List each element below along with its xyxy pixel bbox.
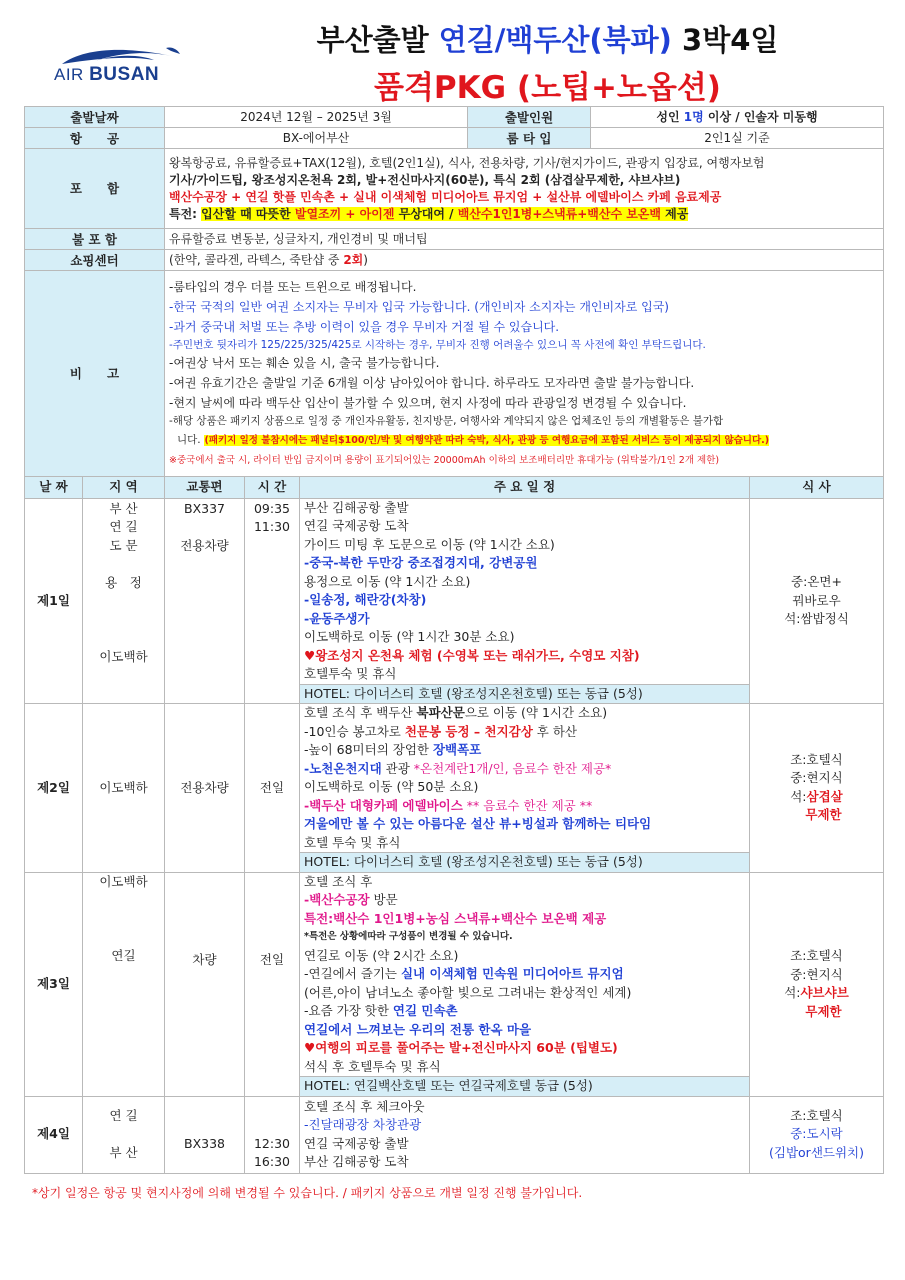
day2-region: 이도백하 (83, 704, 165, 873)
day1-label: 제1일 (25, 498, 83, 704)
airline-label: 항 공 (25, 128, 165, 149)
notes-value: -룸타입의 경우 더블 또는 트윈으로 배정됩니다. -한국 국적의 일반 여권 소지자는 무비자 입국 가능합니다. (개인비자 소지자는 개인비자로 입국) -과거 중국내 처벌 또는 추방 이력이 있을 경우 무비자 거절 될 수 있습니다. -주민번호 뒷자리가 125/225/325/425로 시작하는 경우, 무비자 진행 어려울수 있으니 꼭 사전에 확인 부탁드립니다. -여권상 낙서 또는 훼손 있을 시, 출국 불가능합니다. -여권 유효기간은 출발일 기준 6개월 이상 남아있어야 합니다. 하루라도 모자라면 출발 불가능합니다. -현지 날씨에 따라 백두산 입산이 불가할 수 있으며, 현지 사정에 따라 관광일정 변경될 수 있습니다. -해당 상품은 패키지 상품으로 일정 중 개인자유활동, 친지방문, 여행사와 계약되지 않은 업체조인 등의 개별활동은 불가합 니다. (패키지 일정 불참시에는 패널티$100/인/박 및 여행약관 따라 숙박, 식사, 관광 등 여행요금에 포함된 서비스 등이 제공되지 않습니다.) ※중국에서 출국 시, 라이터 반입 금지이며 용량이 표기되어있는 20000mAh 이하의 보조배터리만 휴대가능 (위탁불가/1인 2개 제한) (165, 271, 884, 477)
day4-time: 12:30 16:30 (245, 1096, 300, 1173)
day4-transport: BX338 (165, 1096, 245, 1173)
day1-itinerary: 부산 김해공항 출발 연길 국제공항 도착 가이드 미팅 후 도문으로 이동 (약 1시간 소요) -중국-북한 두만강 중조접경지대, 강변공원 용정으로 이동 (약 1시간 소요) -일송정, 해란강(차창) -윤동주생가 이도백하로 이동 (약 1시간 30분 소요) ♥왕조성지 온천욕 체험 (수영복 또는 래쉬가드, 수영모 지참) 호텔투숙 및 휴식 HOTEL: 다이너스티 호텔 (왕조성지온천호텔) 또는 동급 (5성) (300, 498, 750, 704)
day3-hotel: HOTEL: 연길백산호텔 또는 연길국제호텔 동급 (5성) (300, 1076, 749, 1096)
day3-label: 제3일 (25, 872, 83, 1096)
note-item: -해당 상품은 패키지 상품으로 일정 중 개인자유활동, 친지방문, 여행사와 계약되지 않은 업체조인 등의 개별활동은 불가합 (169, 414, 724, 427)
include-label: 포 함 (25, 149, 165, 229)
day1-meal: 중:온면+ 꿔바로우 석:쌈밥정식 (750, 498, 884, 704)
day3-row (25, 872, 884, 1096)
pax-label: 출발인원 (468, 107, 591, 128)
note-item: -한국 국적의 일반 여권 소지자는 무비자 입국 가능합니다. (개인비자 소지자는 개인비자로 입국) (169, 299, 669, 314)
note-item: -여권상 낙서 또는 훼손 있을 시, 출국 불가능합니다. (169, 355, 440, 370)
col-itinerary: 주 요 일 정 (300, 477, 750, 499)
day1-region: 부 산 연 길 도 문 용 정 이도백하 (83, 498, 165, 704)
day1-time: 09:35 11:30 (245, 498, 300, 704)
day4-row (25, 1096, 884, 1173)
note-item: ※중국에서 출국 시, 라이터 반입 금지이며 용량이 표기되어있는 20000mAh 이하의 보조배터리만 휴대가능 (위탁불가/1인 2개 제한) (169, 454, 720, 466)
airline-value: BX-에어부산 (165, 128, 468, 149)
col-region: 지 역 (83, 477, 165, 499)
room-type-label: 룸 타 입 (468, 128, 591, 149)
day4-label: 제4일 (25, 1096, 83, 1173)
day4-meal: 조:호텔식 중:도시락 (김밥or샌드위치) (750, 1096, 884, 1173)
info-table (24, 106, 884, 477)
shopping-value: (한약, 콜라겐, 라텍스, 죽탄샵 중 2회) (165, 250, 884, 271)
day2-time: 전일 (245, 704, 300, 873)
day2-label: 제2일 (25, 704, 83, 873)
day3-meal: 조:호텔식 중:현지식 석:샤브샤브 무제한 (750, 872, 884, 1096)
logo-text: AIR BUSAN (54, 64, 160, 85)
exclude-value: 유류할증료 변동분, 싱글차지, 개인경비 및 매너팁 (165, 229, 884, 250)
schedule-table (24, 476, 884, 1174)
day3-itinerary: 호텔 조식 후 -백산수공장 방문 특전:백산수 1인1병+농심 스낵류+백산수 보온백 제공 *특전은 상황에따라 구성품이 변경될 수 있습니다. 연길로 이동 (약 2시간 소요) -연길에서 즐기는 실내 이색체험 민속원 미디어아트 뮤지엄 (어른,아이 남녀노소 좋아할 빛으로 그려내는 환상적인 세계) -요즘 가장 핫한 연길 민속촌 연길에서 느껴보는 우리의 전통 한옥 마을 ♥여행의 피로를 풀어주는 발+전신마사지 60분 (팁별도) 석식 후 호텔투숙 및 휴식 HOTEL: 연길백산호텔 또는 연길국제호텔 동급 (5성) (300, 872, 750, 1096)
notes-label: 비 고 (25, 271, 165, 477)
day1-transport: BX337 전용차량 (165, 498, 245, 704)
note-item: -룸타입의 경우 더블 또는 트윈으로 배정됩니다. (169, 279, 417, 294)
note-item: -과거 중국내 처벌 또는 추방 이력이 있을 경우 무비자 거절 될 수 있습니다. (169, 319, 560, 334)
page-title: 부산출발 연길/백두산(북파) 3박4일 (316, 23, 779, 57)
day2-meal: 조:호텔식 중:현지식 석:삼겹살 무제한 (750, 704, 884, 873)
exclude-label: 불 포 함 (25, 229, 165, 250)
day3-transport: 차량 (165, 872, 245, 1096)
day1-hotel: HOTEL: 다이너스티 호텔 (왕조성지온천호텔) 또는 동급 (5성) (300, 684, 749, 704)
depart-date-value: 2024년 12월 – 2025년 3월 (165, 107, 468, 128)
room-type-value: 2인1실 기준 (591, 128, 884, 149)
day2-itinerary: 호텔 조식 후 백두산 북파산문으로 이동 (약 1시간 소요) -10인승 봉고차로 천문봉 등정 – 천지감상 후 하산 -높이 68미터의 장엄한 장백폭포 -노천온천지대 관광 *온천계란1개/인, 음료수 한잔 제공* 이도백하로 이동 (약 50분 소요) -백두산 대형카페 에델바이스 ** 음료수 한잔 제공 ** 겨울에만 볼 수 있는 아름다운 설산 뷰+빙설과 함께하는 티타임 호텔 투숙 및 휴식 HOTEL: 다이너스티 호텔 (왕조성지온천호텔) 또는 동급 (5성) (300, 704, 750, 873)
day3-time: 전일 (245, 872, 300, 1096)
page-subtitle: 품격PKG (노팁+노옵션) (374, 70, 721, 106)
col-time: 시 간 (245, 477, 300, 499)
page-header (0, 0, 905, 108)
day1-row (25, 498, 884, 704)
day2-transport: 전용차량 (165, 704, 245, 873)
footer-note: *상기 일정은 항공 및 현지사정에 의해 변경될 수 있습니다. / 패키지 상품으로 개별 일정 진행 불가입니다. (32, 1186, 583, 1200)
col-meal: 식 사 (750, 477, 884, 499)
include-value: 왕복항공료, 유류할증료+TAX(12월), 호텔(2인1실), 식사, 전용차량, 기사/현지가이드, 관광지 입장료, 여행자보험 기사/가이드팁, 왕조성지온천욕 2회, 발+전신마사지(60분), 특식 2회 (삼겹살무제한, 샤브샤브) 백산수공장 + 연길 핫플 민속촌 + 실내 이색체험 미디어아트 뮤지엄 + 설산뷰 에델바이스 카페 음료제공 특전: 입산할 때 따뜻한 발열조끼 + 아이젠 무상대여 / 백산수1인1병+스낵류+백산수 보온백 제공 (165, 149, 884, 229)
shopping-label: 쇼핑센터 (25, 250, 165, 271)
day4-region: 연 길 부 산 (83, 1096, 165, 1173)
note-item: -주민번호 뒷자리가 125/225/325/425로 시작하는 경우, 무비자 진행 어려울수 있으니 꼭 사전에 확인 부탁드립니다. (169, 338, 706, 351)
day3-region: 이도백하 연길 (83, 872, 165, 1096)
note-item: -현지 날씨에 따라 백두산 입산이 불가할 수 있으며, 현지 사정에 따라 관광일정 변경될 수 있습니다. (169, 395, 687, 410)
note-item: -여권 유효기간은 출발일 기준 6개월 이상 남아있어야 합니다. 하루라도 모자라면 출발 불가능합니다. (169, 375, 695, 390)
day2-hotel: HOTEL: 다이너스티 호텔 (왕조성지온천호텔) 또는 동급 (5성) (300, 852, 749, 872)
day4-itinerary: 호텔 조식 후 체크아웃 -진달래광장 차창관광 연길 국제공항 출발 부산 김해공항 도착 (300, 1096, 750, 1173)
day2-row (25, 704, 884, 873)
depart-date-label: 출발날짜 (25, 107, 165, 128)
col-day: 날 짜 (25, 477, 83, 499)
pax-value: 성인 1명 이상 / 인솔자 미동행 (591, 107, 884, 128)
col-transport: 교통편 (165, 477, 245, 499)
